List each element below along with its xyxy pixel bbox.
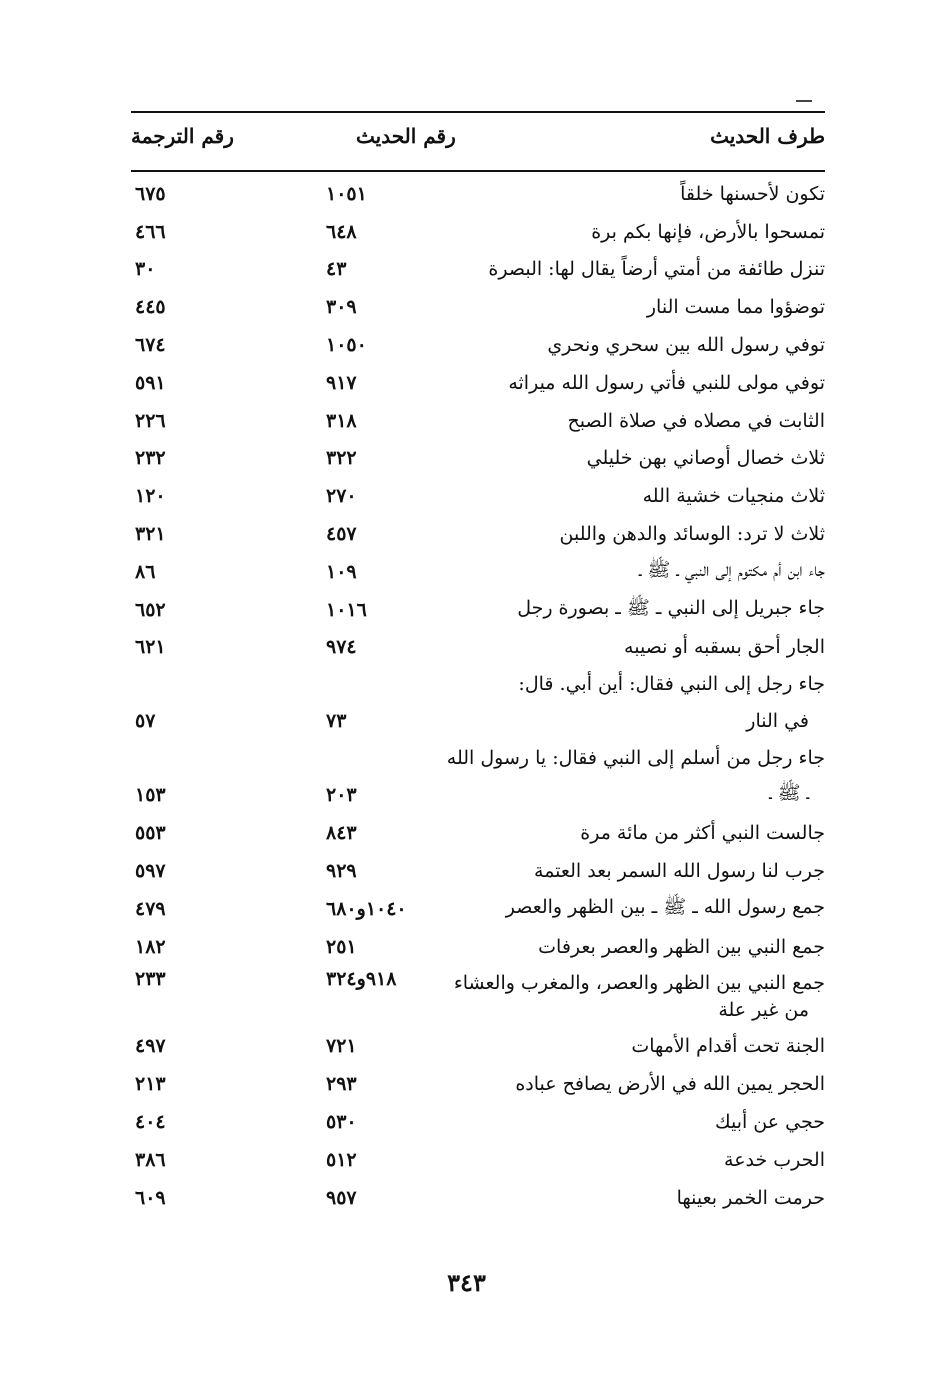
hadith-text: حرمت الخمر بعينها xyxy=(676,1186,825,1209)
hadith-text xyxy=(453,970,825,1024)
table-row xyxy=(131,591,825,629)
biography-number: ٦٧٥ xyxy=(135,182,166,205)
table-row xyxy=(131,288,825,326)
table-row xyxy=(131,1179,825,1217)
hadith-number: ٩٢٩ xyxy=(326,860,357,883)
table-row-continued xyxy=(131,776,825,814)
hadith-text: تمسحوا بالأرض، فإنها بكم برة xyxy=(591,220,825,243)
hadith-text: تكون لأحسنها خلقاً xyxy=(680,182,825,205)
biography-number: ٢١٣ xyxy=(135,1073,166,1096)
hadith-text-line2: من غير علة xyxy=(718,998,809,1021)
hadith-number: ١٠٤٠و٦٨٠ xyxy=(326,897,407,920)
hadith-text: ثلاث لا ترد: الوسائد والدهن واللبن xyxy=(559,523,825,546)
table-row xyxy=(131,852,825,890)
biography-number: ٤٠٤ xyxy=(135,1111,166,1134)
hadith-number: ٩٧٤ xyxy=(326,636,357,659)
table-row xyxy=(131,440,825,478)
biography-number: ٤٧٩ xyxy=(135,897,166,920)
hadith-text: جاء جبريل إلى النبي ـ ﷺ ـ بصورة رجل xyxy=(517,596,825,619)
table-row xyxy=(131,1141,825,1179)
table-row xyxy=(131,515,825,553)
column-header-hadith-number: رقم الحديث xyxy=(356,124,456,148)
hadith-number: ٨٤٣ xyxy=(326,822,357,845)
hadith-text: توفي مولى للنبي فأتي رسول الله ميراثه xyxy=(508,371,825,394)
biography-number: ٥٩١ xyxy=(135,371,166,394)
biography-number: ١٨٢ xyxy=(135,935,166,958)
biography-number: ١٢٠ xyxy=(135,485,166,508)
table-row xyxy=(131,1103,825,1141)
biography-number: ٤٤٥ xyxy=(135,296,166,319)
table-row xyxy=(131,814,825,852)
hadith-number: ٢٧٠ xyxy=(326,485,357,508)
hadith-number: ٥١٢ xyxy=(326,1148,357,1171)
index-table xyxy=(131,175,825,1217)
hadith-text: تنزل طائفة من أمتي أرضاً يقال لها: البصرة xyxy=(488,258,825,281)
hadith-text-continued: ـ ﷺ ـ xyxy=(769,782,809,805)
table-row xyxy=(131,402,825,440)
hadith-number: ٤٣ xyxy=(326,258,347,281)
hadith-number: ٣١٨ xyxy=(326,409,357,432)
hadith-number: ١٠٥٠ xyxy=(326,334,367,357)
hadith-text-line1: جمع النبي بين الظهر والعصر، والمغرب والعشاء xyxy=(453,971,825,994)
hadith-number: ٣٢٢ xyxy=(326,447,357,470)
hadith-number: ٧٣ xyxy=(326,710,347,733)
hadith-text: حجي عن أبيك xyxy=(714,1111,825,1134)
hadith-text: ثلاث منجيات خشية الله xyxy=(642,485,825,508)
biography-number: ٤٩٧ xyxy=(135,1035,166,1058)
biography-number: ٥٥٣ xyxy=(135,822,166,845)
corner-mark xyxy=(796,100,812,102)
hadith-number: ٩١٨و٣٢٤ xyxy=(326,967,397,990)
hadith-text: جاء رجل من أسلم إلى النبي فقال: يا رسول الله xyxy=(446,747,825,770)
biography-number: ٣٠ xyxy=(135,258,156,281)
hadith-number: ٤٥٧ xyxy=(326,523,357,546)
hadith-text: جالست النبي أكثر من مائة مرة xyxy=(580,822,825,845)
top-rule xyxy=(131,111,825,113)
table-row xyxy=(131,175,825,213)
table-row xyxy=(131,251,825,289)
hadith-text: جمع رسول الله ـ ﷺ ـ بين الظهر والعصر xyxy=(505,895,825,918)
hadith-text: الحرب خدعة xyxy=(724,1148,825,1171)
biography-number: ٣٨٦ xyxy=(135,1148,166,1171)
table-row xyxy=(131,928,825,966)
biography-number: ٢٢٦ xyxy=(135,409,166,432)
biography-number: ٤٦٦ xyxy=(135,220,166,243)
hadith-number: ٢٥١ xyxy=(326,935,357,958)
biography-number: ٦٧٤ xyxy=(135,334,166,357)
column-header-biography-number: رقم الترجمة xyxy=(131,124,234,148)
biography-number: ٢٣٢ xyxy=(135,447,166,470)
biography-number: ٥٧ xyxy=(135,710,156,733)
biography-number: ٦٢١ xyxy=(135,636,166,659)
hadith-text: جاء رجل إلى النبي فقال: أين أبي. قال: xyxy=(518,673,825,696)
table-row xyxy=(131,890,825,928)
hadith-number: ١٠٩ xyxy=(326,560,357,583)
column-header-hadith-text: طرف الحديث xyxy=(710,124,825,148)
table-row xyxy=(131,1028,825,1066)
biography-number: ٦٠٩ xyxy=(135,1186,166,1209)
hadith-number: ٣٠٩ xyxy=(326,296,357,319)
page-number: ٣٤٣ xyxy=(447,1268,486,1297)
hadith-text: ثلاث خصال أوصاني بهن خليلي xyxy=(586,447,825,470)
hadith-number: ٦٤٨ xyxy=(326,220,357,243)
hadith-text-continued: في النار xyxy=(746,710,809,733)
table-row-continued xyxy=(131,702,825,740)
hadith-number: ٢٩٣ xyxy=(326,1073,357,1096)
biography-number: ١٥٣ xyxy=(135,784,166,807)
hadith-text: الثابت في مصلاه في صلاة الصبح xyxy=(567,409,825,432)
hadith-number: ١٠١٦ xyxy=(326,598,367,621)
table-header xyxy=(131,124,825,160)
hadith-number: ٥٣٠ xyxy=(326,1111,357,1134)
hadith-number: ٩٥٧ xyxy=(326,1186,357,1209)
table-row xyxy=(131,740,825,776)
biography-number: ٥٩٧ xyxy=(135,860,166,883)
biography-number: ٣٢١ xyxy=(135,523,166,546)
table-row xyxy=(131,966,825,1028)
table-row xyxy=(131,553,825,591)
header-rule xyxy=(131,170,825,172)
hadith-text: الحجر يمين الله في الأرض يصافح عباده xyxy=(515,1073,825,1096)
hadith-text: توضؤوا مما مست النار xyxy=(646,296,825,319)
hadith-number: ٧٢١ xyxy=(326,1035,357,1058)
biography-number: ٦٥٢ xyxy=(135,598,166,621)
hadith-text: جرب لنا رسول الله السمر بعد العتمة xyxy=(534,860,825,883)
hadith-text: جمع النبي بين الظهر والعصر بعرفات xyxy=(538,935,825,958)
hadith-number: ٩١٧ xyxy=(326,371,357,394)
table-row xyxy=(131,1065,825,1103)
table-row xyxy=(131,477,825,515)
hadith-text: الجنة تحت أقدام الأمهات xyxy=(631,1035,825,1058)
table-row xyxy=(131,213,825,251)
biography-number: ٢٣٣ xyxy=(135,967,166,990)
table-row xyxy=(131,364,825,402)
hadith-text: توفي رسول الله بين سحري ونحري xyxy=(547,334,825,357)
hadith-number: ١٠٥١ xyxy=(326,182,367,205)
table-row xyxy=(131,666,825,702)
hadith-text: جاء ابن أم مكتوم إلى النبي ـ ﷺ ـ xyxy=(639,558,825,581)
table-row xyxy=(131,326,825,364)
hadith-number: ٢٠٣ xyxy=(326,784,357,807)
hadith-text: الجار أحق بسقبه أو نصيبه xyxy=(624,636,825,659)
biography-number: ٨٦ xyxy=(135,560,156,583)
table-row xyxy=(131,629,825,667)
